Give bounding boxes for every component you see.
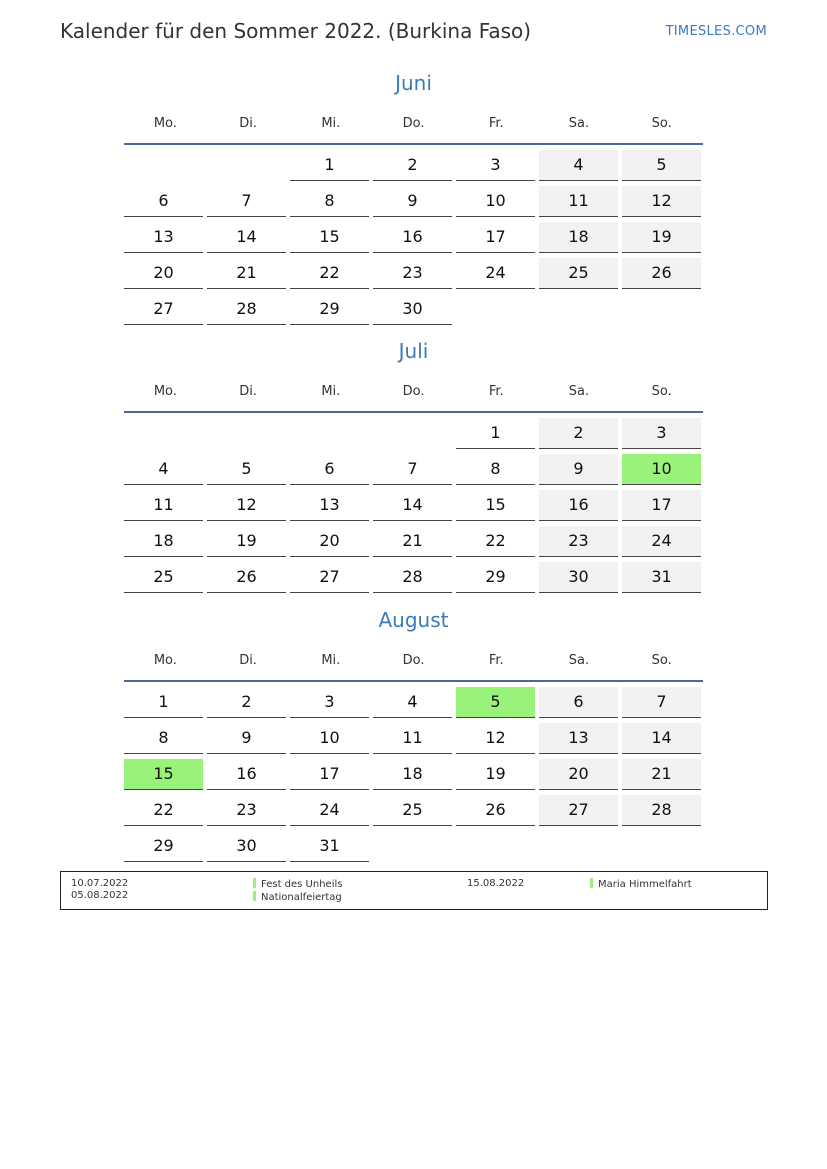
- weekday-label: Mi.: [321, 652, 341, 668]
- month-juli: [124, 336, 703, 598]
- empty-day-cell: [539, 831, 618, 861]
- day-cell: 18: [373, 759, 452, 790]
- week-row: [124, 418, 703, 449]
- day-cell: 13: [124, 222, 203, 253]
- day-cell: 11: [373, 723, 452, 754]
- day-cell: 28: [373, 562, 452, 593]
- day-cell: 31: [622, 562, 701, 593]
- day-cell: 29: [456, 562, 535, 593]
- day-cell: 12: [622, 186, 701, 217]
- day-cell: 26: [207, 562, 286, 593]
- month-august: [124, 605, 703, 867]
- empty-day-cell: [539, 294, 618, 324]
- day-cell: 22: [290, 258, 369, 289]
- day-cell: 11: [539, 186, 618, 217]
- week-row: [124, 490, 703, 521]
- day-cell: 3: [456, 150, 535, 181]
- holiday-legend: [60, 871, 768, 910]
- holiday-marker: [590, 878, 593, 888]
- weekday-label: Di.: [239, 115, 257, 131]
- day-cell: 20: [290, 526, 369, 557]
- day-cell: 10: [456, 186, 535, 217]
- empty-day-cell: [456, 831, 535, 861]
- day-cell: 6: [290, 454, 369, 485]
- day-cell: 22: [456, 526, 535, 557]
- day-cell: 7: [207, 186, 286, 217]
- empty-day-cell: [622, 831, 701, 861]
- day-cell: 7: [373, 454, 452, 485]
- day-cell: 23: [207, 795, 286, 826]
- day-cell: 30: [539, 562, 618, 593]
- week-row: [124, 186, 703, 217]
- day-cell: 12: [456, 723, 535, 754]
- day-cell: 13: [539, 723, 618, 754]
- month-name: Juni: [395, 71, 432, 95]
- weekday-label: So.: [651, 115, 672, 131]
- legend-dates-left: [71, 878, 128, 902]
- empty-day-cell: [456, 294, 535, 324]
- day-cell: 17: [622, 490, 701, 521]
- day-cell: 29: [124, 831, 203, 862]
- day-cell: 8: [124, 723, 203, 754]
- day-cell: 6: [124, 186, 203, 217]
- day-cell: 1: [456, 418, 535, 449]
- legend-entry: [253, 891, 342, 904]
- weekday-label: So.: [651, 383, 672, 399]
- day-cell: 23: [373, 258, 452, 289]
- empty-day-cell: [207, 418, 286, 448]
- day-cell: 11: [124, 490, 203, 521]
- weekday-label: Do.: [402, 115, 425, 131]
- day-cell: 3: [622, 418, 701, 449]
- day-cell: 1: [290, 150, 369, 181]
- day-cell: 20: [539, 759, 618, 790]
- day-cell: 2: [539, 418, 618, 449]
- day-cell: 31: [290, 831, 369, 862]
- day-cell: 1: [124, 687, 203, 718]
- legend-holiday-name: Nationalfeiertag: [261, 892, 342, 903]
- empty-day-cell: [207, 150, 286, 180]
- week-row: [124, 562, 703, 593]
- day-cell: 10: [290, 723, 369, 754]
- day-cell: 5: [456, 687, 535, 718]
- legend-date: 05.08.2022: [71, 890, 129, 901]
- week-row: [124, 150, 703, 181]
- day-cell: 27: [539, 795, 618, 826]
- day-cell: 16: [207, 759, 286, 790]
- day-cell: 3: [290, 687, 369, 718]
- legend-holiday-name: Fest des Unheils: [261, 879, 343, 890]
- day-cell: 21: [373, 526, 452, 557]
- day-cell: 9: [207, 723, 286, 754]
- week-row: [124, 795, 703, 826]
- brand-link[interactable]: TIMESLES.COM: [665, 24, 767, 39]
- day-cell: 25: [539, 258, 618, 289]
- day-cell: 26: [622, 258, 701, 289]
- day-cell: 9: [373, 186, 452, 217]
- day-cell: 17: [290, 759, 369, 790]
- day-cell: 6: [539, 687, 618, 718]
- day-cell: 14: [373, 490, 452, 521]
- legend-date: 15.08.2022: [467, 878, 525, 889]
- holiday-marker: [253, 891, 256, 901]
- weekday-label: So.: [651, 652, 672, 668]
- empty-day-cell: [373, 831, 452, 861]
- day-cell: 12: [207, 490, 286, 521]
- month-name: Juli: [398, 339, 429, 363]
- day-cell: 5: [622, 150, 701, 181]
- weekday-label: Do.: [402, 383, 425, 399]
- week-row: [124, 294, 703, 325]
- day-cell: 13: [290, 490, 369, 521]
- day-cell: 28: [207, 294, 286, 325]
- empty-day-cell: [124, 418, 203, 448]
- day-cell: 4: [124, 454, 203, 485]
- weekday-header: [124, 640, 703, 682]
- day-cell: 14: [622, 723, 701, 754]
- day-cell: 8: [290, 186, 369, 217]
- legend-entry: [253, 878, 342, 891]
- day-cell: 22: [124, 795, 203, 826]
- weekday-header: [124, 103, 703, 145]
- day-cell: 19: [456, 759, 535, 790]
- day-cell: 21: [207, 258, 286, 289]
- day-cell: 18: [539, 222, 618, 253]
- weekday-label: Mi.: [321, 115, 341, 131]
- day-cell: 27: [124, 294, 203, 325]
- month-juni: [124, 68, 703, 330]
- day-cell: 24: [456, 258, 535, 289]
- weekday-label: Mo.: [153, 115, 177, 131]
- empty-day-cell: [373, 418, 452, 448]
- day-cell: 30: [207, 831, 286, 862]
- day-cell: 9: [539, 454, 618, 485]
- day-cell: 27: [290, 562, 369, 593]
- weekday-label: Di.: [239, 383, 257, 399]
- day-cell: 24: [290, 795, 369, 826]
- weekday-label: Do.: [402, 652, 425, 668]
- week-row: [124, 222, 703, 253]
- week-row: [124, 723, 703, 754]
- week-row: [124, 454, 703, 485]
- legend-names-right: [590, 878, 692, 891]
- weekday-label: Fr.: [488, 383, 504, 399]
- weekday-header: [124, 371, 703, 413]
- day-cell: 15: [456, 490, 535, 521]
- day-cell: 19: [207, 526, 286, 557]
- empty-day-cell: [124, 150, 203, 180]
- day-cell: 29: [290, 294, 369, 325]
- day-cell: 26: [456, 795, 535, 826]
- legend-dates-right: [467, 878, 524, 890]
- week-row: [124, 258, 703, 289]
- page-title: Kalender für den Sommer 2022. (Burkina Faso): [60, 19, 532, 43]
- month-name: August: [378, 608, 449, 632]
- day-cell: 19: [622, 222, 701, 253]
- day-cell: 25: [373, 795, 452, 826]
- day-cell: 17: [456, 222, 535, 253]
- day-cell: 4: [539, 150, 618, 181]
- week-row: [124, 831, 703, 862]
- day-cell: 8: [456, 454, 535, 485]
- weekday-label: Mo.: [153, 383, 177, 399]
- day-cell: 18: [124, 526, 203, 557]
- weekday-label: Mi.: [321, 383, 341, 399]
- weekday-label: Sa.: [568, 383, 590, 399]
- week-row: [124, 526, 703, 557]
- week-row: [124, 759, 703, 790]
- empty-day-cell: [622, 294, 701, 324]
- day-cell: 16: [539, 490, 618, 521]
- day-cell: 16: [373, 222, 452, 253]
- week-row: [124, 687, 703, 718]
- day-cell: 14: [207, 222, 286, 253]
- legend-date: 10.07.2022: [71, 878, 129, 889]
- day-cell: 15: [290, 222, 369, 253]
- day-cell: 4: [373, 687, 452, 718]
- day-cell: 20: [124, 258, 203, 289]
- day-cell: 2: [373, 150, 452, 181]
- weekday-label: Fr.: [488, 115, 504, 131]
- weekday-label: Sa.: [568, 652, 590, 668]
- weekday-label: Fr.: [488, 652, 504, 668]
- day-cell: 24: [622, 526, 701, 557]
- day-cell: 15: [124, 759, 203, 790]
- weekday-label: Di.: [239, 652, 257, 668]
- empty-day-cell: [290, 418, 369, 448]
- weekday-label: Mo.: [153, 652, 177, 668]
- day-cell: 23: [539, 526, 618, 557]
- legend-holiday-name: Maria Himmelfahrt: [598, 879, 692, 890]
- day-cell: 7: [622, 687, 701, 718]
- day-cell: 10: [622, 454, 701, 485]
- day-cell: 28: [622, 795, 701, 826]
- holiday-marker: [253, 878, 256, 888]
- day-cell: 30: [373, 294, 452, 325]
- legend-entry: [590, 878, 692, 891]
- day-cell: 25: [124, 562, 203, 593]
- day-cell: 5: [207, 454, 286, 485]
- legend-names-left: [253, 878, 342, 904]
- day-cell: 2: [207, 687, 286, 718]
- weekday-label: Sa.: [568, 115, 590, 131]
- day-cell: 21: [622, 759, 701, 790]
